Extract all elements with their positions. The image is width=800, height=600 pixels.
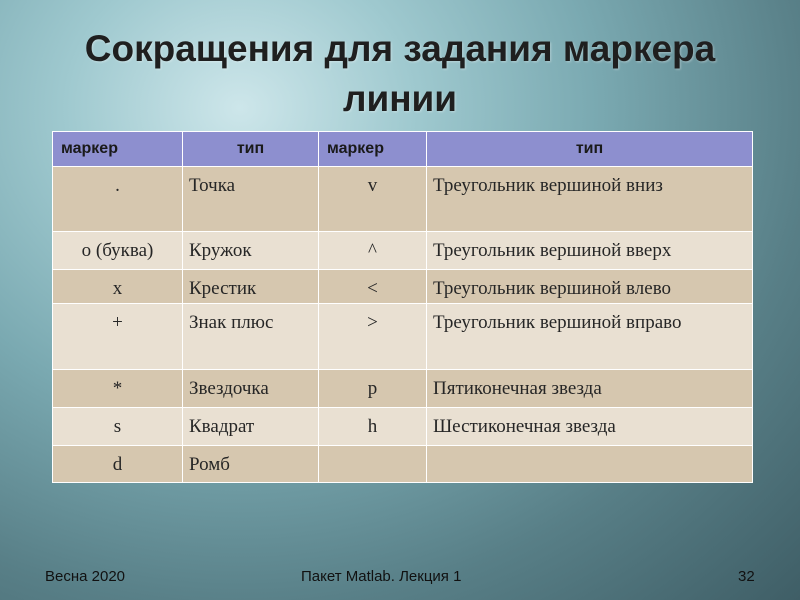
type-cell: Кружок [183,232,319,270]
marker-cell: > [319,304,427,370]
footer-date: Весна 2020 [45,568,126,585]
table-row [53,408,753,446]
header-marker: маркер [53,132,183,167]
marker-cell: p [319,370,427,408]
header-type: тип [183,132,319,167]
header-marker-2: маркер [319,132,427,167]
table-row [53,446,753,483]
table-header-row [53,132,753,167]
type-cell: Треугольник вершиной вправо [427,304,753,370]
type-cell: Треугольник вершиной влево [427,270,753,304]
marker-cell: d [53,446,183,483]
marker-cell: x [53,270,183,304]
marker-cell: < [319,270,427,304]
marker-cell: v [319,167,427,232]
marker-cell: . [53,167,183,232]
marker-cell: * [53,370,183,408]
type-cell: Пятиконечная звезда [427,370,753,408]
type-cell: Точка [183,167,319,232]
table-row [53,232,753,270]
type-cell: Треугольник вершиной вниз [427,167,753,232]
type-cell: Ромб [183,446,319,483]
table-row [53,304,753,370]
marker-cell: h [319,408,427,446]
marker-cell: s [53,408,183,446]
table-row [53,270,753,304]
type-cell: Треугольник вершиной вверх [427,232,753,270]
marker-table [52,131,753,483]
marker-cell [319,446,427,483]
marker-cell: o (буква) [53,232,183,270]
type-cell: Звездочка [183,370,319,408]
type-cell: Шестиконечная звезда [427,408,753,446]
type-cell: Знак плюс [183,304,319,370]
footer-course: Пакет Matlab. Лекция 1 [301,568,462,585]
type-cell: Квадрат [183,408,319,446]
type-cell [427,446,753,483]
table-row [53,167,753,232]
footer-page-number: 32 [738,568,755,585]
header-type-2: тип [427,132,753,167]
slide-title: Сокращения для задания маркера линии [84,28,716,119]
marker-cell: + [53,304,183,370]
type-cell: Крестик [183,270,319,304]
table-row [53,370,753,408]
marker-cell: ^ [319,232,427,270]
